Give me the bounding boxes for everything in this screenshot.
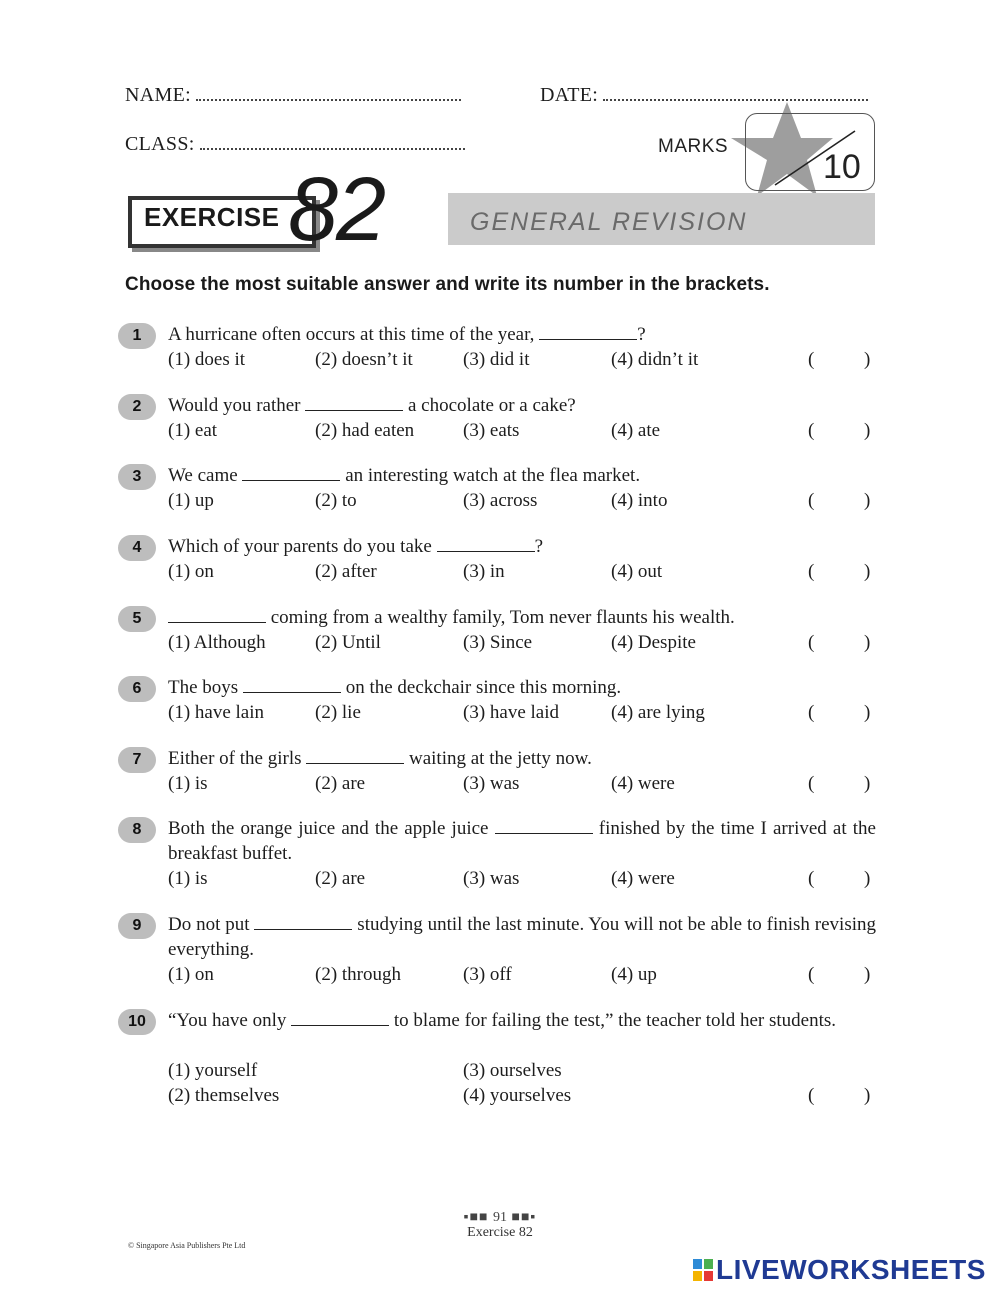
stem-text-post: ? (637, 324, 646, 345)
answer-option: (1) Although (168, 632, 266, 653)
stem-text-pre: Both the orange juice and the apple juice (168, 818, 495, 839)
answer-option: (2) doesn’t it (315, 349, 413, 370)
answer-bracket-open: ( (808, 868, 815, 889)
question-number-badge: 4 (118, 535, 156, 561)
stem-text-post: an interesting watch at the flea market. (340, 465, 641, 486)
instruction-text: Choose the most suitable answer and write its number in the brackets. (125, 274, 770, 295)
answer-option: (3) did it (463, 349, 530, 370)
answer-slot[interactable] (822, 488, 862, 513)
answer-option: (3) ourselves (463, 1060, 562, 1081)
question-stem (168, 463, 876, 488)
answer-option: (2) Until (315, 632, 381, 653)
question-stem (168, 393, 876, 418)
stem-text-pre: Would you rather (168, 395, 306, 416)
name-field[interactable] (125, 84, 461, 107)
page-number: 91 (493, 1210, 507, 1225)
answer-slot[interactable] (822, 1083, 862, 1108)
stem-text-post: studying until the last minute. You will not be able to finish revising everything. (168, 914, 877, 960)
question-number-badge: 10 (118, 1009, 156, 1035)
answer-blank (305, 396, 403, 411)
answer-option: (3) off (463, 964, 512, 985)
answer-option: (3) was (463, 773, 520, 794)
question-stem (168, 912, 876, 962)
logo-squares-icon (693, 1259, 713, 1281)
answer-bracket-open: ( (808, 420, 815, 441)
answer-option: (4) ate (611, 420, 661, 441)
class-line[interactable] (200, 134, 465, 150)
question-stem (168, 816, 876, 866)
answer-bracket-close: ) (864, 420, 871, 441)
answer-option: (1) on (168, 964, 214, 985)
answer-option: (3) was (463, 868, 520, 889)
answer-bracket-open: ( (808, 349, 815, 370)
exercise-ref: Exercise 82 (467, 1225, 533, 1240)
answer-slot[interactable] (822, 418, 862, 443)
answer-blank (539, 325, 637, 340)
answer-option: (2) are (315, 868, 366, 889)
answer-option: (4) were (611, 868, 675, 889)
stem-text-post: finished by the time I arrived at the breakfast buffet. (168, 818, 876, 864)
answer-option: (3) eats (463, 420, 520, 441)
answer-blank (254, 915, 352, 930)
answer-option: (4) up (611, 964, 657, 985)
answer-option: (2) through (315, 964, 402, 985)
answer-option: (3) Since (463, 632, 533, 653)
answer-blank (306, 749, 404, 764)
question-number-badge: 2 (118, 394, 156, 420)
answer-option: (1) up (168, 490, 214, 511)
marks-total: 10 (823, 148, 861, 186)
answer-blank (495, 819, 593, 834)
stem-text-post: ? (534, 536, 543, 557)
stem-text-pre: The boys (168, 677, 243, 698)
stem-text-pre: A hurricane often occurs at this time of the year, (168, 324, 540, 345)
answer-bracket-open: ( (808, 561, 815, 582)
answer-bracket-close: ) (864, 773, 871, 794)
question-number-badge: 5 (118, 606, 156, 632)
answer-bracket-open: ( (808, 490, 815, 511)
answer-bracket-close: ) (864, 349, 871, 370)
name-line[interactable] (196, 85, 461, 101)
answer-bracket-open: ( (808, 964, 815, 985)
answer-blank (437, 537, 535, 552)
stem-text-pre: “You have only (168, 1010, 292, 1031)
answer-option: (4) Despite (611, 632, 696, 653)
answer-bracket-open: ( (808, 632, 815, 653)
answer-bracket-close: ) (864, 561, 871, 582)
class-label: CLASS: (125, 133, 195, 155)
question-stem (168, 605, 876, 630)
answer-slot[interactable] (822, 347, 862, 372)
answer-option: (4) yourselves (463, 1085, 572, 1106)
answer-bracket-close: ) (864, 868, 871, 889)
answer-option: (1) eat (168, 420, 218, 441)
answer-bracket-close: ) (864, 1085, 871, 1106)
question-number-badge: 8 (118, 817, 156, 843)
logo-text: LIVEWORKSHEETS (716, 1254, 986, 1285)
answer-bracket-open: ( (808, 702, 815, 723)
stem-text-post: to blame for failing the test,” the teacher told her students. (389, 1010, 837, 1031)
answer-slot[interactable] (822, 771, 862, 796)
answer-option: (2) themselves (168, 1085, 280, 1106)
stem-text-pre: Which of your parents do you take (168, 536, 437, 557)
answer-slot[interactable] (822, 559, 862, 584)
question-stem (168, 322, 876, 347)
answer-option: (3) across (463, 490, 538, 511)
answer-option: (2) had eaten (315, 420, 415, 441)
answer-slot[interactable] (822, 630, 862, 655)
stem-text-pre: We came (168, 465, 243, 486)
answer-bracket-close: ) (864, 702, 871, 723)
answer-bracket-close: ) (864, 964, 871, 985)
answer-option: (3) have laid (463, 702, 560, 723)
answer-blank (291, 1011, 389, 1026)
answer-blank (168, 608, 266, 623)
question-number-badge: 3 (118, 464, 156, 490)
answer-option: (1) is (168, 868, 208, 889)
answer-bracket-close: ) (864, 632, 871, 653)
question-number-badge: 9 (118, 913, 156, 939)
stem-text-post: coming from a wealthy family, Tom never flaunts his wealth. (266, 607, 735, 628)
marks-label: MARKS (658, 136, 729, 157)
answer-bracket-close: ) (864, 490, 871, 511)
exercise-number: 82 (288, 160, 385, 260)
answer-option: (2) are (315, 773, 366, 794)
answer-slot[interactable] (822, 700, 862, 725)
answer-blank (243, 678, 341, 693)
liveworksheets-logo[interactable] (693, 1254, 986, 1286)
answer-slot[interactable] (822, 866, 862, 891)
question-stem (168, 1008, 876, 1033)
answer-option: (1) is (168, 773, 208, 794)
answer-bracket-open: ( (808, 1085, 815, 1106)
answer-option: (4) didn’t it (611, 349, 699, 370)
answer-option: (2) after (315, 561, 377, 582)
page-number-row: ▪■■ 91 ■■▪ (463, 1210, 537, 1225)
question-number-badge: 1 (118, 323, 156, 349)
exercise-word: EXERCISE (144, 202, 280, 232)
answer-option: (3) in (463, 561, 505, 582)
answer-option: (4) are lying (611, 702, 705, 723)
date-line[interactable] (603, 85, 868, 101)
answer-option: (4) out (611, 561, 663, 582)
answer-slot[interactable] (822, 962, 862, 987)
question-number-badge: 7 (118, 747, 156, 773)
answer-option: (1) have lain (168, 702, 265, 723)
answer-blank (242, 466, 340, 481)
name-label: NAME: (125, 84, 191, 106)
answer-option: (1) yourself (168, 1060, 258, 1081)
answer-option: (1) on (168, 561, 214, 582)
answer-option: (4) into (611, 490, 668, 511)
stem-text-post: on the deckchair since this morning. (340, 677, 622, 698)
answer-option: (4) were (611, 773, 675, 794)
question-stem (168, 746, 876, 771)
question-stem (168, 675, 876, 700)
question-stem (168, 534, 876, 559)
copyright: © Singapore Asia Publishers Pte Ltd (128, 1241, 246, 1250)
stem-text-post: waiting at the jetty now. (404, 748, 592, 769)
stem-text-pre: Either of the girls (168, 748, 307, 769)
stem-text-post: a chocolate or a cake? (403, 395, 576, 416)
date-label: DATE: (540, 84, 599, 106)
question-number-badge: 6 (118, 676, 156, 702)
answer-option: (2) lie (315, 702, 361, 723)
answer-option: (2) to (315, 490, 357, 511)
exercise-title: GENERAL REVISION (470, 208, 748, 236)
answer-bracket-open: ( (808, 773, 815, 794)
stem-text-pre: Do not put (168, 914, 255, 935)
class-field[interactable] (125, 133, 465, 156)
answer-option: (1) does it (168, 349, 246, 370)
